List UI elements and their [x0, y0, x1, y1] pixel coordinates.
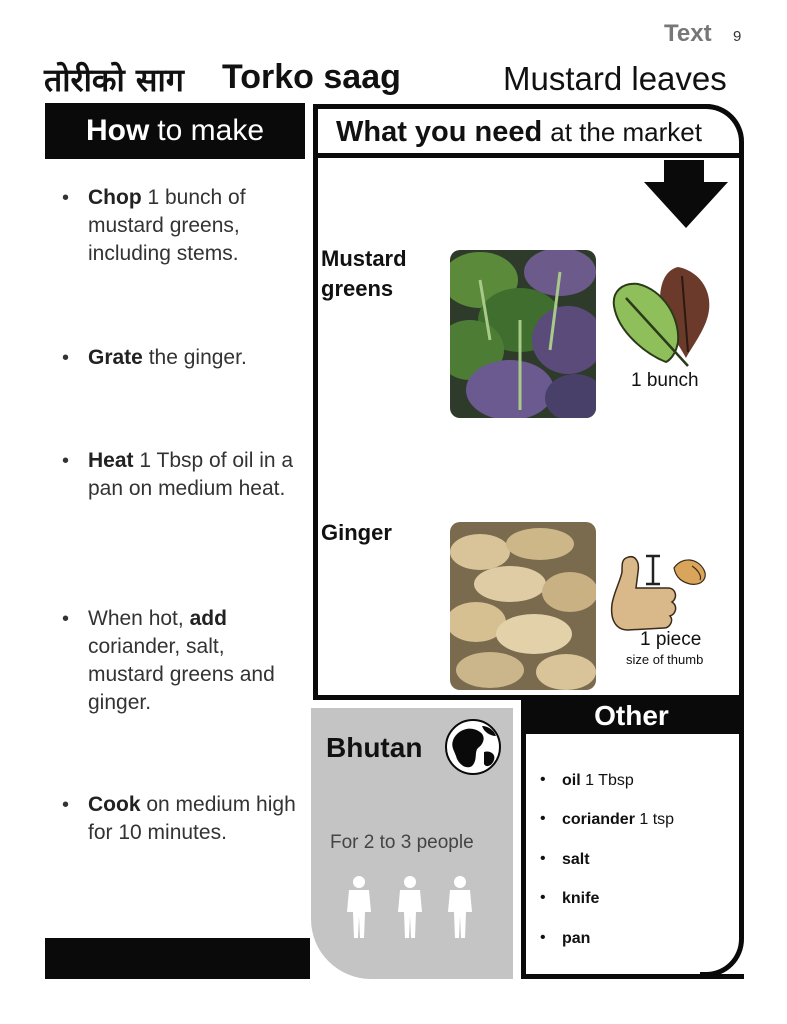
other-heading: Other [521, 698, 742, 734]
serves-text: For 2 to 3 people [330, 832, 474, 853]
ginger-quantity-note: size of thumb [626, 652, 704, 667]
other-item: • salt [540, 851, 590, 869]
person-icon [345, 876, 373, 938]
market-heading [318, 110, 738, 154]
footer-bar [45, 938, 310, 979]
mustard-greens-photo [450, 250, 596, 418]
thumb-size-icon [606, 548, 718, 638]
title-english: Mustard leaves [503, 60, 727, 97]
step-item: • Heat 1 Tbsp of oil in a pan on medium heat. [62, 447, 302, 503]
person-icon [446, 876, 474, 938]
how-heading-bold: How [85, 114, 150, 147]
person-icon [396, 876, 424, 938]
step-item: • Cook on medium high for 10 minutes. [62, 791, 302, 847]
mustard-leaf-icon [608, 262, 718, 372]
step-item: • Chop 1 bunch of mustard greens, including stems. [62, 184, 302, 268]
market-heading-rest: at the market [550, 116, 702, 147]
market-heading-bold: What you need [336, 115, 543, 148]
ginger-photo [450, 522, 596, 690]
page-number: 9 [733, 28, 742, 45]
divider [313, 153, 744, 158]
step-item: • When hot, add coriander, salt, mustard greens and ginger. [62, 605, 302, 717]
other-item: • pan [540, 930, 590, 948]
other-item: • coriander 1 tsp [540, 811, 674, 829]
how-heading-rest: to make [157, 114, 265, 147]
how-to-make-heading [45, 103, 305, 159]
other-item: • knife [540, 890, 599, 908]
other-item: • oil 1 Tbsp [540, 772, 634, 790]
title-nepali: तोरीको साग [44, 61, 184, 99]
origin-country: Bhutan [326, 732, 423, 763]
mustard-quantity: 1 bunch [631, 370, 699, 391]
item-label-ginger: Ginger [321, 520, 392, 545]
title-roman: Torko saag [222, 58, 401, 96]
step-item: • Grate the ginger. [62, 344, 302, 372]
globe-icon [444, 718, 502, 776]
ginger-quantity: 1 piece [640, 629, 702, 650]
item-label-mustard-greens: Mustard greens [321, 246, 407, 301]
section-label: Text [664, 20, 712, 47]
arrow-down-icon [642, 160, 732, 230]
